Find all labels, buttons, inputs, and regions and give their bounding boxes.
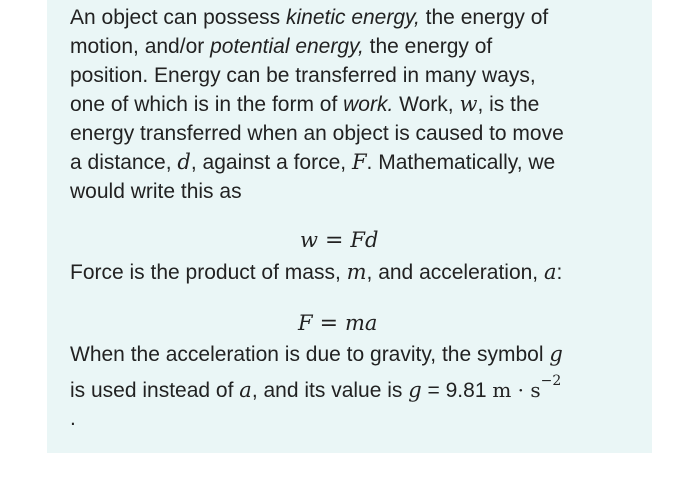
math-variable-g: g [549,342,563,366]
text-span: , and its value is [251,379,409,402]
emphasis-kinetic-energy: kinetic energy, [285,6,420,29]
unit-exponent: −2 [540,373,562,389]
paragraph-line [70,91,539,118]
text-span: energy transferred when an object is caused to move [70,122,564,145]
text-span: Work, [393,93,460,116]
math-variable-w: w [459,92,478,116]
unit-dot: · [511,378,531,402]
emphasis-work: work. [343,93,394,116]
text-span: , against a force, [190,151,352,174]
text-span: is used instead of [70,379,240,402]
paragraph-line [70,4,548,31]
text-span: would write this as [70,180,242,203]
text-span: position. Energy can be transferred in many ways, [70,64,536,87]
text-span: : [556,261,563,284]
paragraph-line [70,62,536,89]
math-variable-g: g [408,378,422,402]
math-variable-a: a [543,260,557,284]
unit-meter: m [492,378,512,402]
text-span: a distance, [70,151,178,174]
text-span: the energy of [419,6,549,29]
unit-second: s [530,378,541,402]
equation-force [298,311,377,336]
math-variable-m: m [346,260,367,284]
text-span: , is the [477,93,540,116]
paragraph-line [70,33,492,60]
paragraph-line [70,149,555,176]
math-variable-w: w [300,228,318,252]
math-variable-a: a [239,378,252,402]
text-span: When the acceleration is due to gravity, the symbol [70,343,550,366]
paragraph-line [70,405,76,432]
emphasis-potential-energy: potential energy, [210,35,364,58]
math-expression-fd: Fd [350,228,379,252]
math-variable-d: d [177,150,191,174]
paragraph-line [70,259,562,286]
paragraph-line [70,372,561,404]
math-variable-f: F [298,311,313,335]
text-span: one of which is in the form of [70,93,344,116]
paragraph-line [70,341,563,368]
paragraph-line [70,178,242,205]
text-span: Force is the product of mass, [70,261,347,284]
text-span: = 9.81 [421,379,493,402]
paragraph-line [70,120,564,147]
equals-sign: = [317,228,351,253]
equation-work [300,228,378,253]
text-span: , and acceleration, [366,261,544,284]
text-span: An object can possess [70,6,286,29]
text-span: . Mathematically, we [366,151,556,174]
equals-sign: = [312,311,345,336]
math-expression-ma: ma [345,311,378,335]
math-variable-f: F [351,150,367,174]
trailing-period: . [70,407,76,430]
text-span: the energy of [363,35,493,58]
text-span: motion, and/or [70,35,211,58]
